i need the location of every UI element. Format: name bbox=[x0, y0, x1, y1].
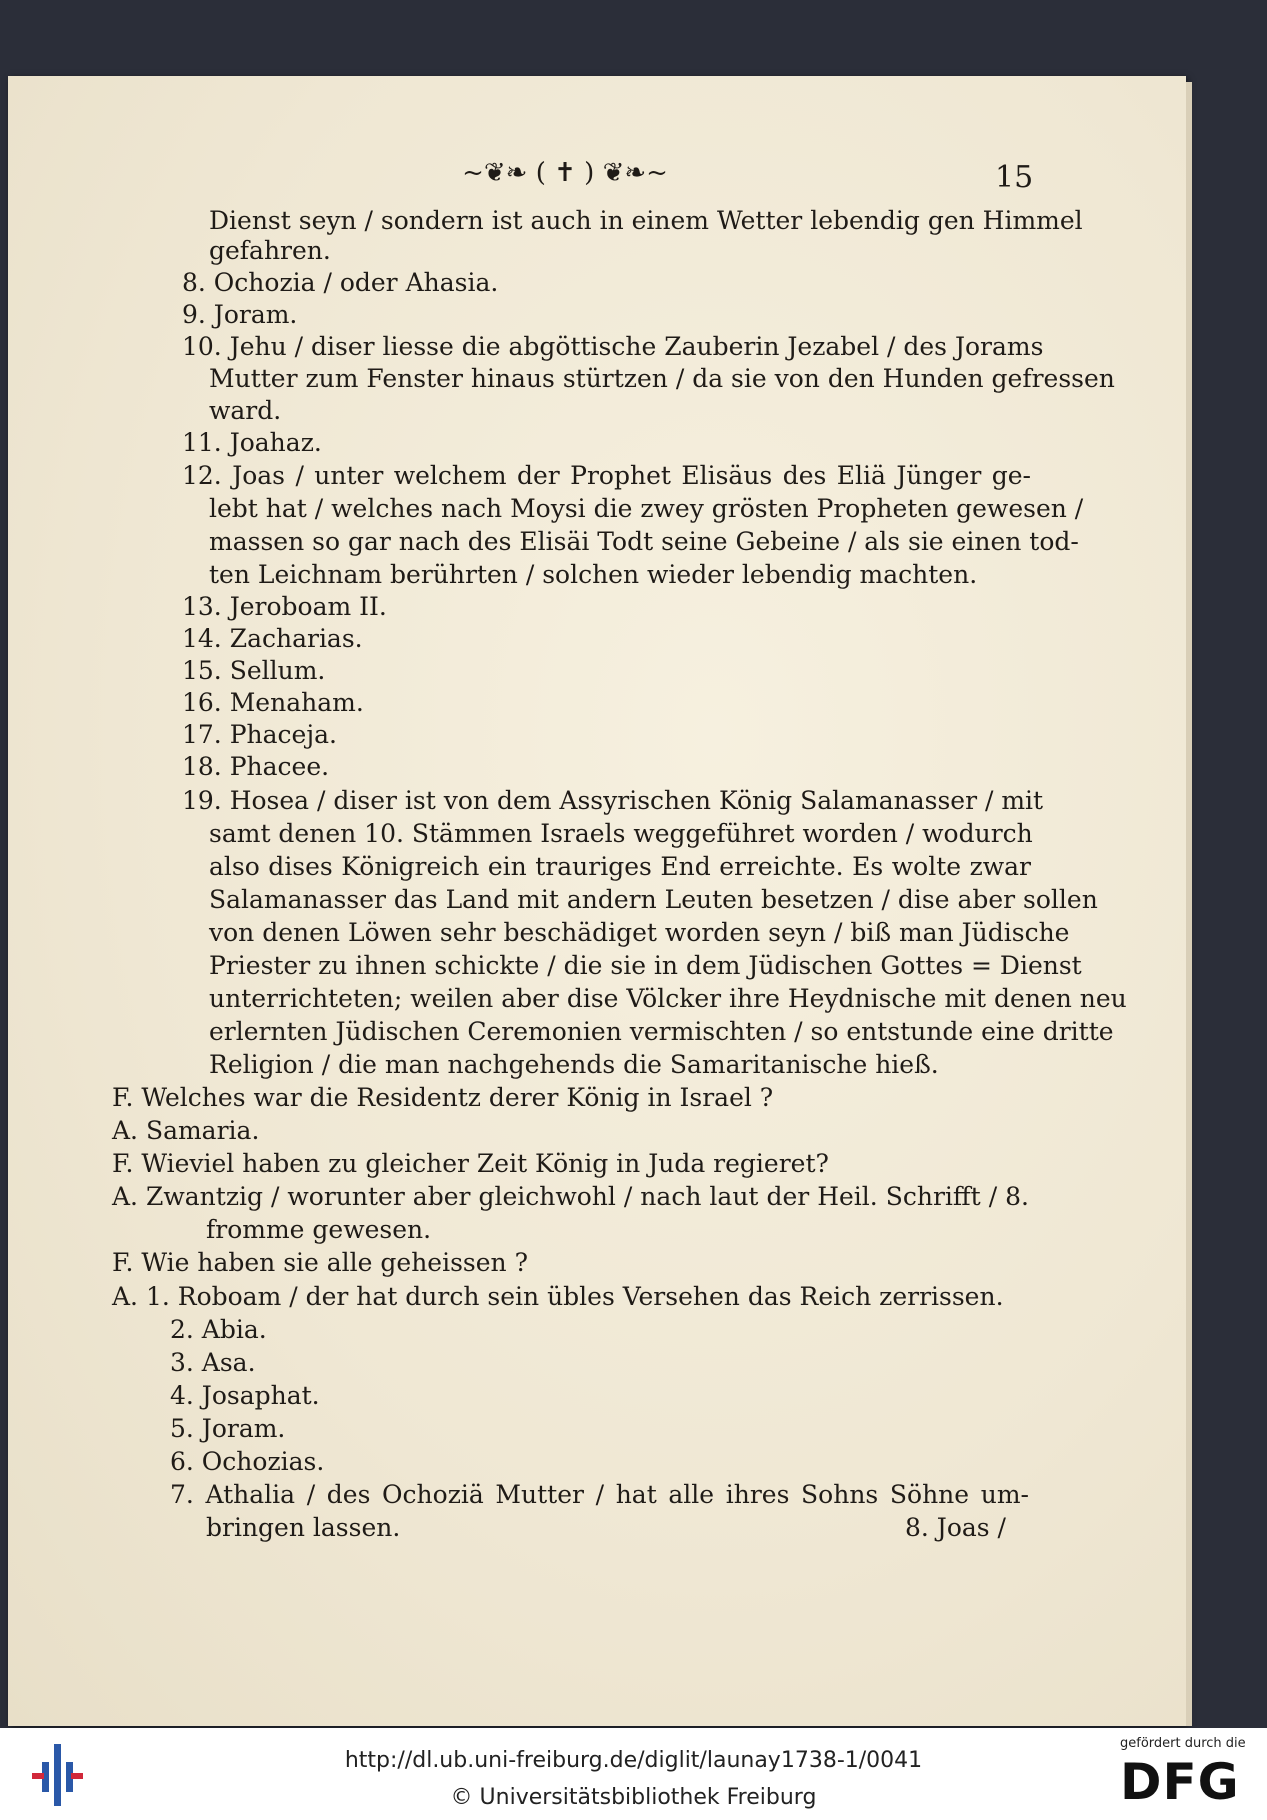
text-line: 14. Zacharias. bbox=[182, 624, 363, 653]
footer-bar bbox=[0, 1728, 1267, 1820]
text-line: ten Leichnam berührten / solchen wieder lebendig machten. bbox=[209, 560, 978, 589]
text-line: 11. Joahaz. bbox=[182, 428, 322, 457]
text-line: Mutter zum Fenster hinaus stürtzen / da sie von den Hunden gefressen bbox=[209, 364, 1115, 393]
text-line: Salamanasser das Land mit andern Leuten besetzen / dise aber sollen bbox=[209, 885, 1098, 914]
permalink-url[interactable]: http://dl.ub.uni-freiburg.de/diglit/launay1738-1/0041 bbox=[344, 1748, 923, 1773]
text-line: Priester zu ihnen schickte / die sie in dem Jüdischen Gottes = Dienst bbox=[209, 951, 1082, 980]
text-line: ward. bbox=[209, 396, 282, 425]
text-line: A. 1. Roboam / der hat durch sein übles Versehen das Reich zerrissen. bbox=[112, 1282, 1004, 1311]
catchword: 8. Joas / bbox=[905, 1513, 1006, 1542]
text-line: F. Wie haben sie alle geheissen ? bbox=[112, 1248, 528, 1277]
copyright-notice: © Universitätsbibliothek Freiburg bbox=[450, 1785, 817, 1810]
text-line: 13. Jeroboam II. bbox=[182, 592, 387, 621]
text-line: 15. Sellum. bbox=[182, 656, 326, 685]
text-line: 16. Menaham. bbox=[182, 688, 364, 717]
text-line: 9. Joram. bbox=[182, 300, 298, 329]
text-line: fromme gewesen. bbox=[206, 1215, 432, 1244]
text-line: lebt hat / welches nach Moysi die zwey grösten Propheten gewesen / bbox=[209, 494, 1084, 523]
text-line: erlernten Jüdischen Ceremonien vermischten / so entstunde eine dritte bbox=[209, 1017, 1114, 1046]
text-line: 18. Phacee. bbox=[182, 752, 330, 781]
funding-caption: gefördert durch die bbox=[1120, 1736, 1246, 1751]
text-line: 19. Hosea / diser ist von dem Assyrischen König Salamanasser / mit bbox=[182, 786, 1044, 815]
text-line: unterrichteten; weilen aber dise Völcker ihre Heydnische mit denen neu bbox=[209, 984, 1127, 1013]
page-edge bbox=[1186, 82, 1192, 1726]
text-line: also dises Königreich ein trauriges End erreichte. Es wolte zwar bbox=[209, 852, 1031, 881]
text-line: gefahren. bbox=[209, 236, 331, 265]
dfg-logo: DFG bbox=[1120, 1753, 1240, 1811]
text-line: samt denen 10. Stämmen Israels weggeführet worden / wodurch bbox=[209, 819, 1033, 848]
text-line: 12. Joas / unter welchem der Prophet Elisäus des Eliä Jünger ge- bbox=[182, 461, 1031, 490]
text-line: massen so gar nach des Elisäi Todt seine Gebeine / als sie einen tod- bbox=[209, 527, 1079, 556]
text-line: 4. Josaphat. bbox=[170, 1381, 320, 1410]
text-line: F. Welches war die Residentz derer König in Israel ? bbox=[112, 1083, 774, 1112]
text-line: von denen Löwen sehr beschädiget worden seyn / biß man Jüdische bbox=[209, 918, 1070, 947]
text-line: Dienst seyn / sondern ist auch in einem Wetter lebendig gen Himmel bbox=[209, 206, 1083, 235]
text-line: 10. Jehu / diser liesse die abgöttische Zauberin Jezabel / des Jorams bbox=[182, 332, 1044, 361]
text-line: 7. Athalia / des Ochoziä Mutter / hat alle ihres Sohns Söhne um- bbox=[170, 1480, 1029, 1509]
text-line: 17. Phaceja. bbox=[182, 720, 337, 749]
text-line: 3. Asa. bbox=[170, 1348, 256, 1377]
text-line: F. Wieviel haben zu gleicher Zeit König in Juda regieret? bbox=[112, 1149, 829, 1178]
text-line: 5. Joram. bbox=[170, 1414, 286, 1443]
running-head-ornament: ~❦❧ ( ✝ ) ❦❧~ bbox=[462, 158, 668, 188]
page-number: 15 bbox=[995, 160, 1034, 195]
text-line: bringen lassen. bbox=[206, 1513, 401, 1542]
text-line: Religion / die man nachgehends die Samaritanische hieß. bbox=[209, 1050, 939, 1079]
text-line: A. Samaria. bbox=[112, 1116, 260, 1145]
text-line: 6. Ochozias. bbox=[170, 1447, 325, 1476]
text-line: A. Zwantzig / worunter aber gleichwohl / nach laut der Heil. Schrifft / 8. bbox=[112, 1182, 1029, 1211]
text-line: 2. Abia. bbox=[170, 1315, 267, 1344]
text-line: 8. Ochozia / oder Ahasia. bbox=[182, 268, 499, 297]
